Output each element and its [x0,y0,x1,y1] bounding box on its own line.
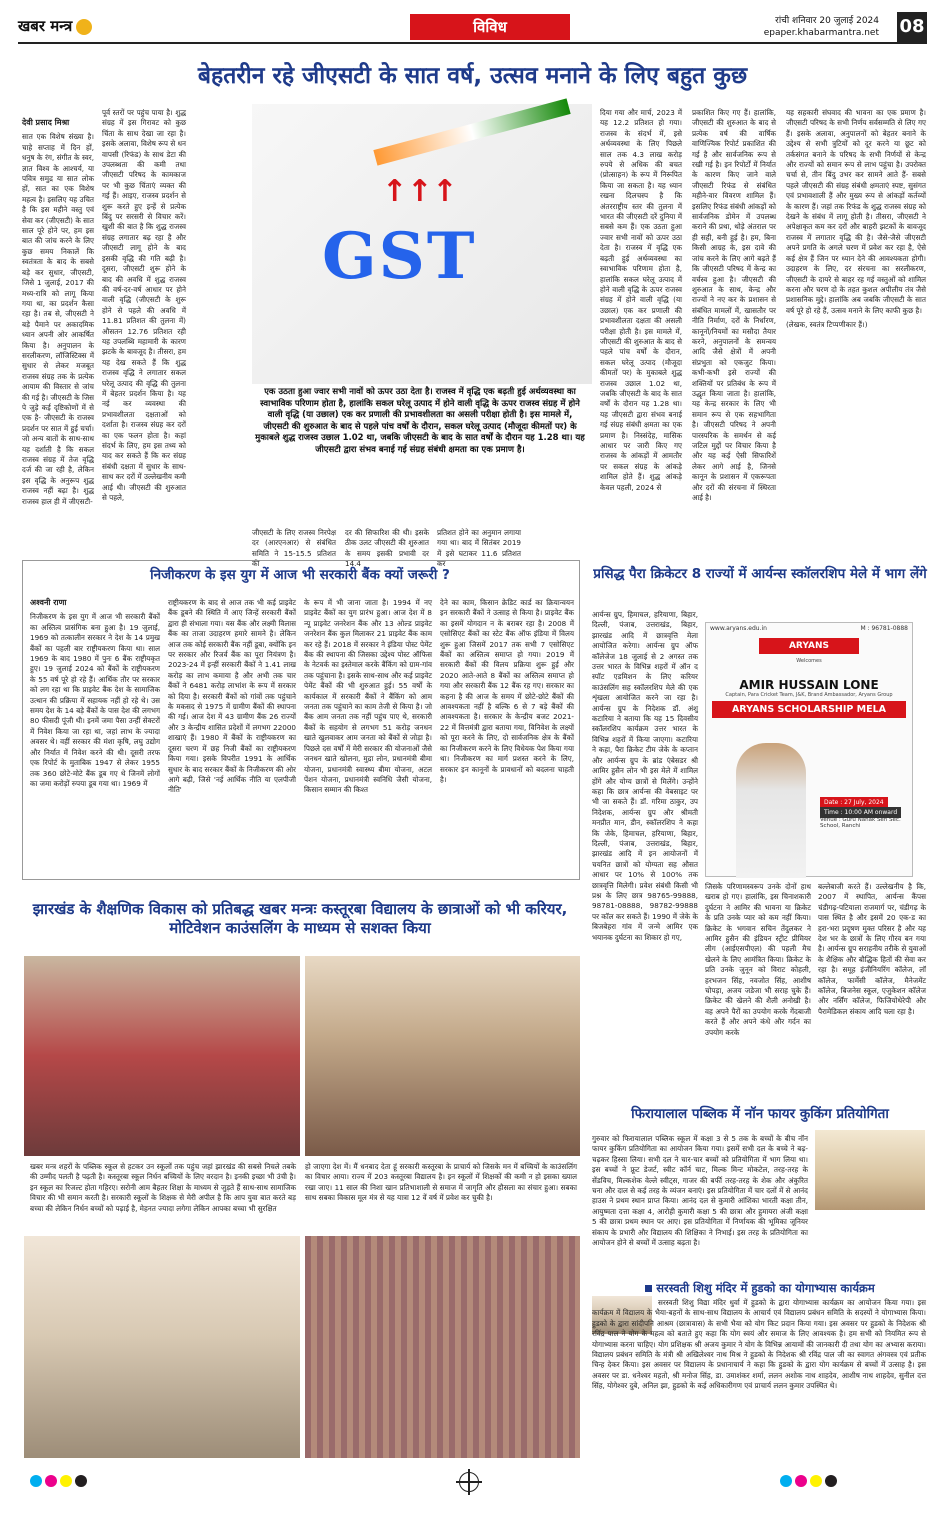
brand-logo-icon [76,19,92,35]
gst-column-1 [22,118,94,550]
gst-column-6 [600,108,682,550]
ad-date: Date : 27 July, 2024 [820,797,888,808]
gst-col4-text: दर की सिफारिश की थी। इसके ठीक उलट जीएसटी की शुरुआत के समय इसकी प्रभावी दर 14.4 [345,528,429,569]
cooking-competition-photo [815,1130,925,1210]
masthead [18,10,927,44]
kasturba-students-photo [24,956,300,1156]
bank-col2-text: राष्ट्रीयकरण के बाद से आज तक भी कई प्राइवेट बैंक डूबने की स्थिति में आए जिन्हें सरकारी बैंकों द्वारा ही संभाला गया। यस बैंक और लक्ष्मी विलास बैंक का ताजा उदाहरण हमारे सामने है। लेकिन आज तक कोई सरकारी बैंक नहीं डूबा, क्योंकि इन पर सरकार और रिजर्व बैंक का पूरा नियंत्रण है। 2023-24 में इन्हीं सरकारी बैंकों ने 1.41 लाख करोड़ का लाभ कमाया है और अभी तक चार बैंकों ने 6481 करोड़ लाभांश के रूप में सरकार को दिया है। सरकारी बैंकों को गांवों तक पहुंचाने के मकसद से 1975 में ग्रामीण बैंकों की स्थापना की गई। आज देश में 43 ग्रामीण बैंक 26 राज्यों और 3 केन्द्रीय शासित प्रदेशों में लगभग 22000 शाखाएं हैं। 1980 में बैंकों के राष्ट्रीयकरण का दूसरा चरण में छह निजी बैंकों का राष्ट्रीयकरण किया गया। इसके विपरीत 1991 के आर्थिक सुधार के बाद सरकार बैंकों के निजीकरण की ओर आगे बढ़ी, जिसे 'नई आर्थिक नीति या एलपीजी नीति' [168,598,296,795]
gst-column-4 [345,528,429,569]
kasturba-award-photo [305,956,580,1156]
ad-venue: Venue : Guru Nanak Sen Sec. School, Ranchi [820,817,901,829]
gst-col1-text: सात एक विशेष संख्या है। चाहे सप्ताह में दिन हों, धनुष के रंग, संगीत के स्वर, ज्ञात विश्व के आश्चर्य, या पवित्र समुद्र या सात लोक हों, सात का एक विशेष महत्व है। इसलिए यह उचित है कि इस महीने वस्तु एवं सेवा कर (जीएसटी) के सात साल पूरे होने पर, हम इस बात की जांच करने के लिए कुछ समय निकालें कि स्वतंत्रता के बाद के सबसे बड़े कर सुधार, जीएसटी, जिसे 1 जुलाई, 2017 की मध्य-रात्रि को लागू किया गया था, का प्रदर्शन कैसा रहा है। तब से, जीएसटी ने बड़े पैमाने पर अकादमिक ध्यान अपनी ओर आकर्षित किया है। अनुपालन के सरलीकरण, लॉजिस्टिक्स में सुधार से लेकर मजबूत राजस्व संग्रह तक के प्रत्येक आयाम की विस्तार से जांच की गई है। जीएसटी के जिस पे जुड़े कई दृष्टिकोणों में से एक है- जीएसटी के राजस्व प्रदर्शन पर सात में हुई चर्चा। जो अन्य बातों के साथ-साथ यह दर्शाती है कि सकल राजस्व संग्रह में तेज वृद्धि दर्ज की जा रही है, लेकिन इस वृद्धि के अनुरूप शुद्ध राजस्व नहीं बढ़ा है। शुद्ध राजस्व हाल ही में जीएसटी- [22,132,95,506]
ad-website[interactable]: www.aryans.edu.in [710,625,767,632]
growth-arrows-icon: ↑↑↑ [382,174,458,209]
cooking-headline: फिरायालाल पब्लिक में नॉन फायर कुकिंग प्रतियोगिता [631,1106,889,1122]
cricket-col1-text: आर्यन्स ग्रुप, हिमाचल, हरियाणा, बिहार, दिल्ली, पंजाब, उत्तराखंड, बिहार, झारखंड आदि में छात्रवृत्ति मेला आयोजित करेगा। आर्यन्स ग्रुप ऑफ कॉलेजेज 18 जुलाई से 2 अगस्त तक उत्तर भारत के विभिन्न शहरों में ऑन द स्पॉट एडमिशन के लिए करियर काउंसलिंग सह स्कॉलरशिप मेले की एक शृंखला आयोजित करने जा रहा है। आर्यन्स ग्रुप के निदेशक डॉ. अंशु कटारिया ने बताया कि यह 15 दिवसीय स्कॉलरशिप कार्यक्रम उत्तर भारत के विभिन्न शहरों में किया जाएगा। कटारिया ने कहा, पैरा क्रिकेट टीम जेके के कप्तान और आर्यन्स ग्रुप के ब्रांड एंबेसडर श्री आमिर हुसैन लोन भी इस मेले में शामिल होंगे और योग्य छात्रों से मिलेंगे। उन्होंने कहा कि छात्र आर्यन्स की वेबसाइट पर भी जा सकते हैं। डॉ. गरिमा ठाकुर, उप निदेशक, आर्यन्स ग्रुप और श्रीमती मनप्रीत मान, डीन, स्कॉलरशिप ने कहा कि जेके, हिमाचल, हरियाणा, बिहार, दिल्ली, पंजाब, उत्तराखंड, बिहार, झारखंड आदि में इन आयोजनों में चयनित छात्रों को योग्यता सह औसत आधार पर 10% से 100% तक छात्रवृत्ति मिलेगी। प्रवेश संबंधी किसी भी प्रश्न के लिए छात्र 98765-99888, 98781-08888, 98782-99888 पर कॉल कर सकते हैं। 1990 में जेके के बिजबेहरा गांव में जन्मे आमिर एक भयानक दुर्घटना का शिकार हो गए, [592,610,698,942]
registration-dot-1 [795,1475,807,1487]
bank-col1-text: निजीकरण के इस युग में आज भी सरकारी बैंकों का अस्तित्व प्रासंगिक बना हुआ है। 19 जुलाई, 1969 को तत्कालीन सरकार ने देश के 14 प्रमुख बैंकों का पहली बार राष्ट्रीयकरण किया था। साल 1969 के बाद 1980 में पुनः 6 बैंक राष्ट्रीयकृत हुए। 19 जुलाई 2024 को बैंकों के राष्ट्रीयकरण के 55 वर्ष पूरे हो रहे हैं। आर्थिक तौर पर सरकार को लग रहा था कि प्राइवेट बैंक देश के सामाजिक उत्थान की प्रक्रिया में सहायक नहीं हो रहे थे। उस समय देश के 14 बड़े बैंकों के पास देश की लगभग 80 फीसदी पूंजी थी। इनमें जमा पैसा उन्हीं सेक्टरों में निवेश किया जा रहा था, जहां लाभ के ज्यादा अवसर थे। वहीं सरकार की मंशा कृषि, लघु उद्योग और निर्यात में निवेश करने की थी। दूसरी तरफ एक रिपोर्ट के मुताबिक 1947 से लेकर 1955 तक 360 छोटे-मोटे बैंक डूब गए थे जिनमें लोगों का जमा करोड़ों रुपया डूब गया था। 1969 में [30,612,160,788]
registration-dot-2 [60,1475,72,1487]
gst-col6-text: दिया गया और मार्च, 2023 में यह 12.2 प्रतिशत हो गया। राजस्व के संदर्भ में, इसे अर्थव्यवस्था के लिए पिछले साल तक 4.3 लाख करोड़ रुपये से अधिक की बचत (प्रोत्साहन) के रूप में निरूपित किया जा सकता है। यह ध्यान रखना दिलचस्प है कि अंतरराष्ट्रीय स्तर की तुलना में भारत की जीएसटी दरें दुनिया में सबसे कम हैं। एक उठता हुआ ज्वार सभी नावों को ऊपर उठा देता है। राजस्व में वृद्धि एक बढ़ती हुई अर्थव्यवस्था का स्वाभाविक परिणाम होता है, हालांकि सकल घरेलू उत्पाद में होने वाली वृद्धि के ऊपर राजस्व संग्रह में होने वाली वृद्धि (या उछाल) एक कर प्रणाली की प्रभावशीलता दक्षता की असली परीक्षा होती है। इस मामले में, जीएसटी की शुरुआत के बाद से पहले पांच वर्षों के दौरान, सकल घरेलू उत्पाद (मौजूदा कीमतों पर) के मुकाबले शुद्ध राजस्व उछाल 1.02 था, जबकि जीएसटी के बाद के सात वर्षों के दौरान यह 1.28 था। यह जीएसटी द्वारा संभव बनाई गई संग्रह संबंधी क्षमता का एक प्रमाण है। निस्संदेह, मासिक आधार पर जारी किए गए राजस्व के आंकड़ों में आमतौर पर सकल संग्रह के आंकड़े शामिल होते हैं। शुद्ध आंकड़े केवल पहली, 2024 से [600,108,682,492]
gst-illustration [252,104,592,384]
epaper-url[interactable]: epaper.khabarmantra.net [763,28,879,38]
gst-column-2 [102,108,186,550]
bank-col3-text: के रूप में भी जाना जाता है। 1994 में नए प्राइवेट बैंकों का युग प्रारंभ हुआ। आज देश में 8 न्यू प्राइवेट जनरेशन बैंक और 13 ओल्ड प्राइवेट जनरेशन बैंक कुल मिलाकर 21 प्राइवेट बैंक काम कर रहे हैं। 2018 में सरकार ने इंडिया पोस्ट पेमेंट बैंक की स्थापना की जिसका उद्देश्य पोस्ट ऑफिस के नेटवर्क का इस्तेमाल करके बैंकिंग को ग्राम-गांव तक पहुंचाना है। इसके साथ-साथ और कई प्राइवेट पेमेंट बैंकों की भी शुरुआत हुई। 55 वर्षों के कार्यकाल में सरकारी बैंकों ने बैंकिंग को आम जनता तक पहुंचाने का काम तेजी से किया है। जो बैंक आम जनता तक नहीं पहुंच पाए थे, सरकारी बैंकों के सहयोग से लगभग 51 करोड़ जनधन खाते खुलवाकर आम जनता को बैंकों से जोड़ा है। पिछले दस वर्षों में मेरी सरकार की योजनाओं जैसे जनधन खाते खोलना, मुद्रा लोन, प्रधानमंत्री बीमा योजना, प्रधानमंत्री स्वास्थ्य बीमा योजना, अटल पेंशन योजना, प्रधानमंत्री स्वनिधि जैसी योजना, किसान सम्मान की किश्त [304,598,432,795]
registration-dot-0 [780,1475,792,1487]
gst-col2-text: पूर्व स्तरों पर पहुंच पाया है। शुद्ध संग्रह में इस गिरावट को कुछ चिंता के साथ देखा जा रहा है। इसके अलावा, विशेष रूप से धन वापसी (रिफंड) के साथ डेटा की उपलब्धता की कमी तथा जीएसटी परिषद के कामकाज पर भी कुछ चिंताएं व्यक्त की गई हैं। आइए, राजस्व प्रदर्शन से शुरू करते हुए इन्हें से प्रत्येक बिंदु पर सरसरी से विचार करें। खुशी की बात है कि शुद्ध राजस्व संग्रह लगातार बढ़ रहा है और जीएसटी लागू होने के बाद इसकी वृद्धि की गति बढ़ी है। दूसरा, जीएसटी शुरू होने के बाद की अवधि में शुद्ध राजस्व की वर्ष-दर-वर्ष आधार पर होने वाली वृद्धि (जीएसटी के शुरू होने से पहले की अवधि में 11.81 प्रतिशत की तुलना में) औसतन 12.76 प्रतिशत रही यह उपलब्धि महामारी के कारण झटके के बावजूद है। तीसरा, हम यह देख सकते हैं कि शुद्ध राजस्व वृद्धि ने लगातार सकल घरेलू उत्पाद की वृद्धि की तुलना में बेहतर प्रदर्शन किया है। यह नई कर व्यवस्था की प्रभावशीलता दक्षताओं को दर्शाता है। राजस्व संग्रह कर दरों का एक फलन होता है। कहां संदर्भ के लिए, हम इस तथ्य को याद कर सकते हैं कि कर संग्रह संबंधी दक्षता में सुधार के साथ-साथ कर दरों में उल्लेखनीय कमी आई थी। जीएसटी की शुरुआत से पहले, [102,108,186,503]
bank-column-3 [304,598,432,876]
cricket-column-3 [818,882,926,1082]
ad-scholarship-banner: ARYANS SCHOLARSHIP MELA [712,701,906,718]
yoga-headline [590,1280,930,1297]
cricket-col2-text: जिसके परिणामस्वरूप उनके दोनों हाथ खराब हो गए। हालांकि, इस चिनाशकारी दुर्घटना ने आमिर की भावना या क्रिकेट के प्रति उनके प्यार को कम नहीं किया। क्रिकेट के भगवान सचिन तेंदुलकर ने आमिर हुसैन की इंडियन स्ट्रीट प्रीमियर लीग (आईएसपीएल) की पहली मैच खेलने के लिए आमंत्रित किया। क्रिकेट के प्रति उनके जुनून को विराट कोहली, हरभजन सिंह, नवजोत सिंह, आशीष चोपड़ा, अजय जडेजा भी सराह चुके हैं। क्रिकेट की खेलने की शैली अनोखी है। वह अपने पैरों का उपयोग करके गेंदबाजी करते हैं और अपने कंधे और गर्दन का उपयोग करके [705,882,811,1037]
gst-column-5 [437,528,521,569]
brand-name: खबर मन्त्र [18,16,92,36]
issue-date: रांची शनिवार 20 जुलाई 2024 [775,16,879,26]
section-tab: विविध [410,14,570,40]
dateline [764,15,879,39]
kasturba-counselling-photo [24,1236,300,1458]
gst-col7-text: प्रकाशित किए गए हैं। हालांकि, जीएसटी की शुरुआत के बाद से प्रत्येक वर्ष की वार्षिक वाणिज्यिक रिपोर्ट प्रकाशित की गई है और सार्वजनिक रूप से रखी गई है। इन रिपोर्टों में निर्यात के कारण किए जाने वाले जीएसटी रिफंड से संबंधित महीने-वार विवरण शामिल हैं। इसलिए रिफंड संबंधी आंकड़ों को सार्वजनिक डोमेन में उपलब्ध कराने की प्रथा, थोड़े अंतराल पर ही सही, बनी हुई है। हम, बिना किसी आग्रह के, इस दावे की जांच करने के लिए आगे बढ़ते हैं कि जीएसटी परिषद में केन्द्र का वर्चस्व हुआ है। जीएसटी की शुरुआत के साथ, केन्द्र और राज्यों ने नए कर के प्रशासन से संबंधित मामलों में, खासतौर पर नीति निर्माण, दरों के निर्धारण, कानूनों/नियमों का मसौदा तैयार करने, अनुपालनों के समन्वय आदि जैसे क्षेत्रों में अपनी संप्रभुता को एकजुट किया। कभी-कभी इसे राज्यों की शक्तियों पर प्रतिबंध के रूप में उद्धृत किया जाता है। हालांकि, यह केन्द्र सरकार के लिए भी समान रूप से एक सहभागिता है। जीएसटी परिषद ने अपनी पारस्परिक के समर्थन से कई जटिल मुद्दों पर विचार किया है और यह कई ऐसी सिफारिशें लेकर आगे आई है, जिनसे कानून के प्रशासन में एकरूपता और दरों की संरचना में स्थिरता आई है। [692,108,776,503]
aryans-logo: ARYANS [759,638,859,654]
gst-author-note: (लेखक, स्वतंत्र टिप्पणीकार हैं।) [786,320,868,330]
gst-column-3 [252,528,336,569]
color-registration-left [30,1475,87,1489]
bank-column-1 [30,598,160,876]
registration-dot-2 [810,1475,822,1487]
bank-headline: निजीकरण के इस युग में आज भी सरकारी बैंक क्यों जरूरी ? [150,567,450,583]
ad-contact-row [706,623,912,634]
flag-ribbon [373,98,570,165]
gst-image-label: GST [322,219,477,294]
gst-byline: देवी प्रसाद मिश्रा [22,118,70,127]
gst-column-8 [786,108,926,550]
ad-person-role: Captain, Para Cricket Team, J&K, Brand Ambassador, Aryans Group [725,692,893,698]
registration-mark-icon [459,1472,479,1492]
bank-column-4 [440,598,574,876]
registration-dot-3 [75,1475,87,1487]
gst-col8-text: यह सहकारी संघवाद की भावना का एक प्रमाण है। जीएसटी परिषद के सभी निर्णय सर्वसम्मति से लिए गए हैं। इसके अलावा, अनुपालनों को बेहतर बनाने के उद्देश्य से सभी त्रुटियों को दूर करने या छूट को तर्कसंगत बनाने के परिषद के सभी निर्णयों से केन्द्र और राज्यों को समान रूप से लाभ पहुंचा है। उपरोक्त चर्चा से, तीन बिंदु उभर कर सामने आते हैं- सबसे पहले जीएसटी की संग्रह संबंधी क्षमताएं स्पष्ट, सुसंगत एवं प्रभावशाली हैं और मुख्य रूप से आंकड़ों कर्तव्यों के कारण हैं। जहां तक रिफंड के शुद्ध राजस्व संग्रह को देखने के संबंध में लागू होती है। तीसरा, जीएसटी ने अपेक्षाकृत कम कर दरों और बाहरी झटकों के बावजूद राजस्व में लगातार वृद्धि की है। जैसे-जैसे जीएसटी अपने प्रगति के अगले चरण में प्रवेश कर रहा है, ऐसे कई क्षेत्र हैं जिन पर ध्यान देने की आवश्यकता होगी। उदाहरण के लिए, दर संरचना का सरलीकरण, जीएसटी के दायरे से बाहर रह गई वस्तुओं को शामिल करना और चरण दो के तहत कुशल अपीलीय तंत्र जैसे प्रशासनिक मुद्दे। हालांकि अब जबकि जीएसटी के सात वर्ष पूरे हो रहे हैं, उत्सव मनाने के लिए काफी कुछ है। [786,108,926,315]
color-registration-right [780,1475,837,1489]
bank-col4-text: देने का काम, किसान क्रेडिट कार्ड का क्रियान्वयन इन सरकारी बैंकों ने उत्साह से किया है। प्राइवेट बैंक का इसमें योगदान न के बराबर रहा है। 2008 में एसोसिएट बैंकों का स्टेट बैंक ऑफ इंडिया में विलय शुरू हुआ जिसमें 2017 तक सभी 7 एसोसिएट बैंकों का अस्तित्व समाप्त हो गया। 2019 में सरकारी बैंकों की विलय प्रक्रिया शुरू हुई और 2020 आते-आते 8 बैंकों का अस्तित्व समाप्त हो गया और सरकारी बैंक 12 बैंक रह गए। सरकार का कहना है की आज के समय में छोटे-छोटे बैंकों की आवश्यकता नहीं है बल्कि 6 से 7 बड़े बैंकों की आवश्यकता है। सरकार के केन्द्रीय बजट 2021-22 में वित्तमंत्री द्वारा बताया गया, विनिवेश के लक्ष्यों को पूरा करने के लिए, दो सार्वजनिक क्षेत्र के बैंकों का निजीकरण करने के लिए विधेयक पेश किया गया था। निजीकरण का मार्ग प्रशस्त करने के लिए, सरकार इन कानूनों के प्रावधानों को बदलना चाहती है। [440,598,574,784]
bullet-icon [645,1285,652,1292]
kasturba-caption-1: खबर मन्त्र शहरों के पब्लिक स्कूल से हटकर उन स्कूलों तक पहुंच जहां झारखंड की सबसे निचले तबके की उम्मीद पलती है पढ़ती है। कस्तूरबा स्कूल निर्धन बच्चियों के लिए वरदान है। इनकी इच्छा भी उंची है। इन स्कूल का रिजल्ट होता गहिरए। सरोनी आम बैहतर शिक्षा के माध्यम से जुड़ते हैं साथ-साथ सामाजिक विचार की भी समान करती है। सरकारी स्कूलों के शिक्षक से मेरी अपील है कि आप युवा बात करते बड़ बच्चा की लेकिन निर्धन बच्चों को पढ़ाई है, मेहनत ज्यादा लगेगा लेकिन आपका बच्चा भी सुरक्षित [30,1162,296,1213]
cricket-column-1 [592,610,698,1102]
bank-column-2 [168,598,296,876]
ad-phone: M : 96781-0888 [860,625,908,632]
gst-col3-text: जीएसटी के लिए राजस्व निरपेक्ष दर (आरएनआर) से संबंधित समिति ने 15-15.5 प्रतिशत की [252,528,336,569]
ad-person-name: AMIR HUSSAIN LONE [739,678,879,692]
cricket-col3-text: बल्लेबाजी करते हैं। उल्लेखनीय है कि, 2007 में स्थापित, आर्यन्स कैंपस चंडीगढ़-पटियाला राजमार्ग पर, चंडीगढ़ के पास स्थित है और इसमें 20 एक-ड का हरा-भरा प्रदूषण मुक्त परिसर है और यह देश भर के छात्रों के लिए गौरव बन गया है। आर्यन्स ग्रुप सराहनीय तरीके से युवाओं के शैक्षिक और बौद्धिक हितों की सेवा कर रहा है। समूह इंजीनियरिंग कॉलेज, लॉ कॉलेज, फार्मेसी कॉलेज, मैनेजमेंट कॉलेज, बिजनेस स्कूल, एजुकेशन कॉलेज और नर्सिंग कॉलेज, फिजियोथेरेपी और पैरामेडिकल संकाय आदि चला रहा है। [818,882,926,1016]
cricket-column-2 [705,882,811,1082]
bank-byline: अश्वनी राणा [30,598,67,607]
yoga-headline-text: सरस्वती शिशु मंदिर में हुडको का योगाभ्यास कार्यक्रम [656,1281,875,1295]
kasturba-assembly-photo [305,1236,580,1458]
gst-photo-caption: एक उठता हुआ ज्वार सभी नावों को ऊपर उठा देता है। राजस्व में वृद्धि एक बढ़ती हुई अर्थव्यवस्था का स्वाभाविक परिणाम होता है, हालांकि सकल घरेलू उत्पाद में होने वाली वृद्धि के ऊपर राजस्व संग्रह में होने वाली वृद्धि (या उछाल) एक कर प्रणाली की प्रभावशीलता का असली परीक्षा होती है। इस मामले में, जीएसटी की शुरुआत के बाद से पहले पांच वर्षों के दौरान, सकल घरेलू उत्पाद (मौजूदा कीमतों पर) के मुकाबले शुद्ध राजस्व उछाल 1.02 था, जबकि जीएसटी के बाद के सात वर्षों के दौरान यह 1.28 था। यह जीएसटी द्वारा संभव बनाई गई संग्रह संबंधी क्षमता का एक प्रमाण है। [255,387,585,455]
kasturba-headline: झारखंड के शैक्षणिक विकास को प्रतिबद्ध खबर मन्त्रः कस्तूरबा विद्यालय के छात्राओं को भी करियर, मोटिवेशन काउंसलिंग के माध्यम से सशक्त किया [32,900,568,937]
aryans-advertisement[interactable] [705,622,913,877]
kasturba-caption-2: हो जाएगा देश में। मैं धनबाद देता हूं सरकारी कस्तूरबा के प्राचार्य को जिसके मन में बच्चियों के काउंसलिंग का विचार आया। राज्य में 203 कस्तूरबा विद्यालय है। इन स्कूलों में शिक्षकों की कमी न हो इसका ख्याल रखा जाए। 11 साल की निशा खान प्रतिभाशाली से समाज में जागृति और हौसला का संचार हुआ। सबका साथ सबका विकास मूल मंत्र से यह यात्रा 12 वें वर्ष में प्रवेश कर चुकी है। [305,1162,577,1203]
ad-welcome: Welcomes [796,658,822,664]
gst-headline: बेहतरीन रहे जीएसटी के सात वर्ष, उत्सव मनाने के लिए बहुत कुछ [197,63,748,89]
ad-time: Time : 10:00 AM onward [820,807,901,818]
cricketer-photo [736,743,806,878]
registration-dot-1 [45,1475,57,1487]
cricket-headline: प्रसिद्ध पैरा क्रिकेटर 8 राज्यों में आर्यन्स स्कॉलरशिप मेले में भाग लेंगे [593,566,927,582]
registration-dot-0 [30,1475,42,1487]
registration-dot-3 [825,1475,837,1487]
gst-column-7 [692,108,776,550]
gst-col5-text: प्रतिशत होने का अनुमान लगाया गया था। बाद में सितंबर 2019 में इसे घटाकर 11.6 प्रतिशत कर [437,528,521,569]
page-number: 08 [897,12,927,42]
yoga-text: सरस्वती शिशु विद्या मंदिर धुर्वा में हुडको के द्वारा योगाभ्यास कार्यक्रम का आयोजन किया गया। इस कार्यक्रम में विद्यालय के भैया-बहनों के साथ-साथ विद्यालय के आचार्य एवं विद्यालय प्रबंधन समिति के सदस्यों ने योगाभ्यास किया। हुडको के द्वारा सांदीपनि आश्रम (छात्रावास) के सभी भैया को योग किट प्रदान किया गया। इस अवसर पर हुडको के निदेशक श्री रविंद्र पाल ने योग के महत्व को बताते हुए कहा कि योग स्वयं और समाज के लिए आवश्यक है। हम सभी को नियमित रूप से योगाभ्यास करना चाहिए। योग प्रशिक्षक श्री अजय कुमार ने योग के विभिन्न आयामों की जानकारी दी तथा योग का अभ्यास कराया। विद्यालय प्रबंधन समिति के मंत्री श्री अखिलेश्वर नाथ मिश्र ने हुडको के निदेशक श्री रविंद्र पाल जी का स्वागत अंगवस्त्र एवं प्रतीक चिन्ह देकर किया। इस अवसर पर विद्यालय के प्रधानाचार्य ने कहा कि हुडको के द्वारा योग कार्यक्रम से बच्चों में उत्साह है। इस अवसर पर डा. धनेश्वर महतो, श्री मनोज सिंह, डा. उमाशंकर शर्मा, ललन अशोक नाथ शाहदेव, आशीष नाथ शाहदेव, सुनील दत्त सिंह, योगेश्वर दुबे, अनिल झा, हुडको के कई अधिकारीगण एवं प्राचार्य ललन कुमार उपस्थित थे। [592,1298,926,1391]
cooking-text: गुरुवार को फिरायालाल पब्लिक स्कूल में कक्षा 3 से 5 तक के बच्चों के बीच नॉन फायर कुकिंग प्रतियोगिता का आयोजन किया गया। इसमें सभी दल के बच्चे ने बढ़-चढ़कर हिस्सा लिया। सभी दल ने चार-चार बच्चों को प्रतियोगिता में भाग लिया था। इस बच्चों ने फ्रूट डेजर्ट, स्वीट कॉर्न चाट, मिल्क मिन्ट मोकटेल, तरह-तरह के सेंडविच, मिल्कशेक वेल्ले स्वीट्स, गाजर की बर्फी तरह-तरह के शेक और अंकुरित चना और दाल से कई तरह के व्यंजन बनाएं। इस प्रतियोगिता में चार दलों में से आनंद हाउस ने प्रथम स्थान प्राप्त किया। आनंद दल से कुमारी आंशिका भारती कक्षा तीन, आयुष्मता दत्ता कक्षा 4, आरोही कुमारी कक्षा 5 की छात्रा और हुमायरा अंजी कक्षा 5 की छात्रा प्रथम स्थान पर आए। इस प्रतियोगिता में निर्णायक की भूमिका जूनियर संकाय के प्रभारी और विद्यालय की शिक्षिका ने निभाई। इस तरह के प्रतियोगिता का आयोजन होने से बच्चों में उत्साह बढ़ता है। [592,1134,808,1248]
